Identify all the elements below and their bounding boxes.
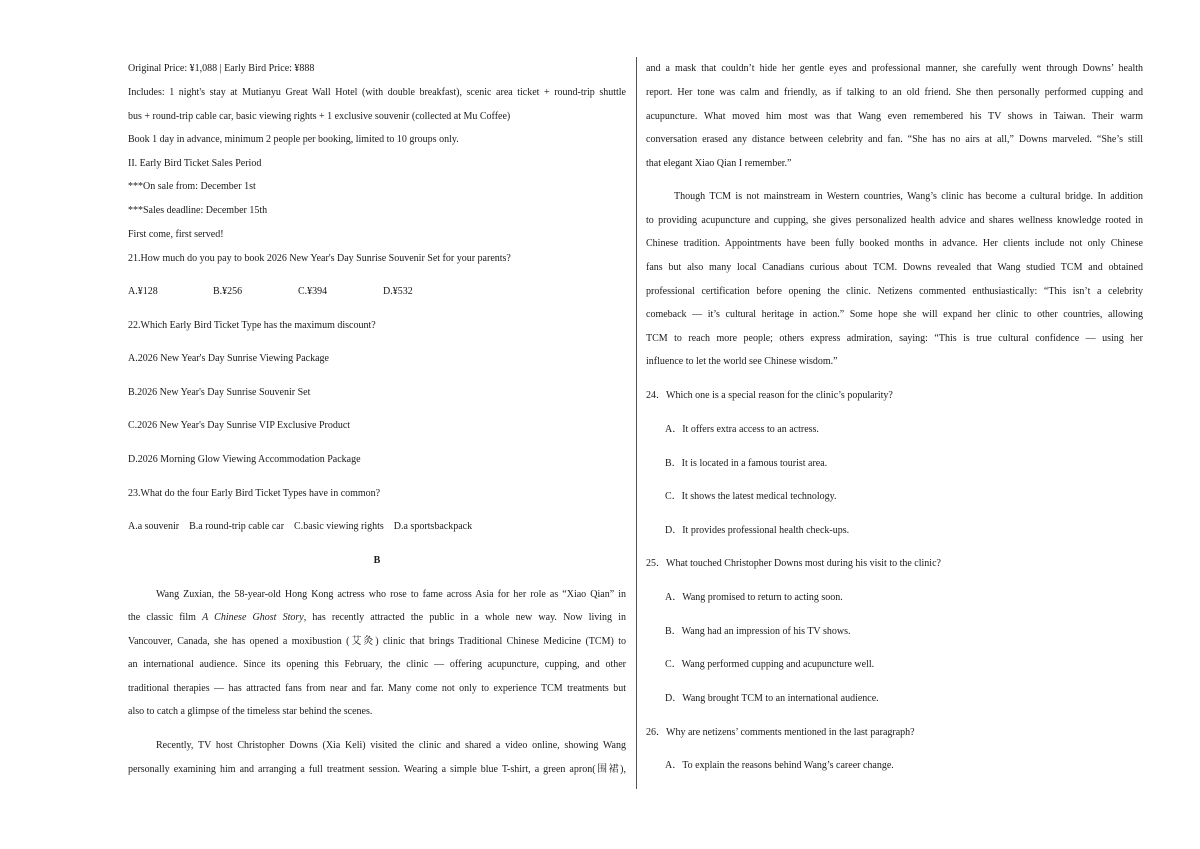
passage-b-p2-line-5: acupuncture. What moved him most was that Wang even remembered his TV shows in Taiwan. Their warm bbox=[646, 111, 1143, 122]
passage-b-p2-line-3: and a mask that couldn’t hide her gentle eyes and professional manner, she carefully went through Downs’ health bbox=[646, 63, 1143, 74]
option-c: C.¥394 bbox=[298, 286, 328, 297]
passage-b-p2-line-7: that elegant Xiao Qian I remember.” bbox=[646, 158, 792, 169]
passage-b-p1-line-5: traditional therapies — has attracted fans from near and far. Many come not only to experience TCM treatments but bbox=[128, 683, 626, 694]
passage-b-p2-line-6: conversation erased any distance between celebrity and fan. “She has no airs at all,” Downs marveled. “She’s still bbox=[646, 134, 1143, 145]
question-21-options bbox=[128, 285, 508, 299]
question-24: 24．Which one is a special reason for the clinic’s popularity? bbox=[646, 390, 893, 401]
passage-b-p2-line-2: personally examining him and arranging a full treatment session. Wearing a simple blue T-shirt, a green apron(围裙), bbox=[128, 764, 626, 775]
question-24-option-a: A．It offers extra access to an actress. bbox=[665, 424, 819, 435]
passage-b-p1-line-1: Wang Zuxian, the 58-year-old Hong Kong actress who rose to fame across Asia for her role as “Xiao Qian” in bbox=[156, 589, 626, 600]
option-a: A.¥128 bbox=[128, 286, 158, 297]
question-25-option-d: D．Wang brought TCM to an international audience. bbox=[665, 693, 879, 704]
price-line: Original Price: ¥1,088 | Early Bird Price: ¥888 bbox=[128, 63, 315, 74]
question-23-options: A.a souvenir B.a round-trip cable car C.basic viewing rights D.a sportsbackpack bbox=[128, 521, 473, 532]
passage-b-p1-line-4: an international audience. Since its opening this February, the clinic — offering acupuncture, cupping, and other bbox=[128, 659, 626, 670]
passage-b-p3-line-1: Though TCM is not mainstream in Western countries, Wang’s clinic has become a cultural bridge. In addition bbox=[674, 191, 1143, 202]
section-heading: B bbox=[373, 555, 381, 566]
sale-deadline: ***Sales deadline: December 15th bbox=[128, 205, 268, 216]
passage-b-p1-line-3: Vancouver, Canada, she has opened a moxibustion (艾灸) clinic that brings Traditional Chinese Medicine (TCM) to bbox=[128, 636, 626, 647]
question-24-option-b: B．It is located in a famous tourist area. bbox=[665, 458, 828, 469]
question-25: 25．What touched Christopher Downs most during his visit to the clinic? bbox=[646, 558, 941, 569]
question-21: 21.How much do you pay to book 2026 New Year's Day Sunrise Souvenir Set for your parents? bbox=[128, 253, 511, 264]
option-d: D.¥532 bbox=[383, 286, 413, 297]
question-23: 23.What do the four Early Bird Ticket Types have in common? bbox=[128, 488, 381, 499]
question-22-option-a: A.2026 New Year's Day Sunrise Viewing Package bbox=[128, 353, 329, 364]
passage-b-p3-line-6: comeback — it’s cultural heritage in action.” Some hope she will expand her clinic to other countries, allowing bbox=[646, 309, 1143, 320]
passage-b-p3-line-7: TCM to reach more people; others express admiration, saying: “This is true cultural confidence — using her bbox=[646, 333, 1143, 344]
question-25-option-c: C．Wang performed cupping and acupuncture well. bbox=[665, 659, 875, 670]
option-b: B.¥256 bbox=[213, 286, 243, 297]
first-come-note: First come, first served! bbox=[128, 229, 224, 240]
passage-b-p3-line-8: influence to let the world see Chinese wisdom.” bbox=[646, 356, 838, 367]
question-22-option-c: C.2026 New Year's Day Sunrise VIP Exclusive Product bbox=[128, 420, 351, 431]
sales-period-heading: II. Early Bird Ticket Sales Period bbox=[128, 158, 262, 169]
question-22-option-d: D.2026 Morning Glow Viewing Accommodation Package bbox=[128, 454, 361, 465]
question-26-option-a: A．To explain the reasons behind Wang’s career change. bbox=[665, 760, 894, 771]
question-26: 26．Why are netizens’ comments mentioned in the last paragraph? bbox=[646, 727, 915, 738]
booking-rules: Book 1 day in advance, minimum 2 people per booking, limited to 10 groups only. bbox=[128, 134, 459, 145]
question-22-option-b: B.2026 New Year's Day Sunrise Souvenir Set bbox=[128, 387, 311, 398]
passage-b-p3-line-3: Chinese tradition. Appointments have been fully booked months in advance. Her clients include not only Chinese bbox=[646, 238, 1143, 249]
film-title: A Chinese Ghost Story bbox=[202, 612, 304, 623]
sale-start: ***On sale from: December 1st bbox=[128, 181, 256, 192]
passage-b-p3-line-5: professional certification before opening the clinic. Netizens commented enthusiastically: “This isn’t a celebrity bbox=[646, 286, 1143, 297]
includes-line-1: Includes: 1 night's stay at Mutianyu Great Wall Hotel (with double breakfast), scenic area ticket + round-trip shuttle bbox=[128, 87, 626, 98]
passage-b-p2-line-4: report. Her tone was calm and friendly, as if talking to an old friend. She then personally performed cupping and bbox=[646, 87, 1143, 98]
passage-b-p2-line-1: Recently, TV host Christopher Downs (Xia Keli) visited the clinic and shared a video online, showing Wang bbox=[156, 740, 626, 751]
passage-b-p1-line-6: also to catch a glimpse of the timeless star behind the scenes. bbox=[128, 706, 373, 717]
passage-b-p3-line-2: to providing acupuncture and cupping, she gives personalized health advice and shares wellness knowledge rooted in bbox=[646, 215, 1143, 226]
question-22: 22.Which Early Bird Ticket Type has the maximum discount? bbox=[128, 320, 376, 331]
question-24-option-d: D．It provides professional health check-ups. bbox=[665, 525, 850, 536]
includes-line-2: bus + round-trip cable car, basic viewing rights + 1 exclusive souvenir (collected at Mu Coffee) bbox=[128, 111, 511, 122]
question-25-option-a: A．Wang promised to return to acting soon. bbox=[665, 592, 843, 603]
column-divider bbox=[636, 57, 637, 789]
question-25-option-b: B．Wang had an impression of his TV shows. bbox=[665, 626, 851, 637]
passage-b-p3-line-4: fans but also many local Canadians curious about TCM. Downs revealed that Wang studied TCM and obtained bbox=[646, 262, 1143, 273]
passage-b-p1-line-2: the classic film A Chinese Ghost Story, has recently attracted the public in a whole new way. Now living in bbox=[128, 612, 627, 623]
question-24-option-c: C．It shows the latest medical technology. bbox=[665, 491, 837, 502]
